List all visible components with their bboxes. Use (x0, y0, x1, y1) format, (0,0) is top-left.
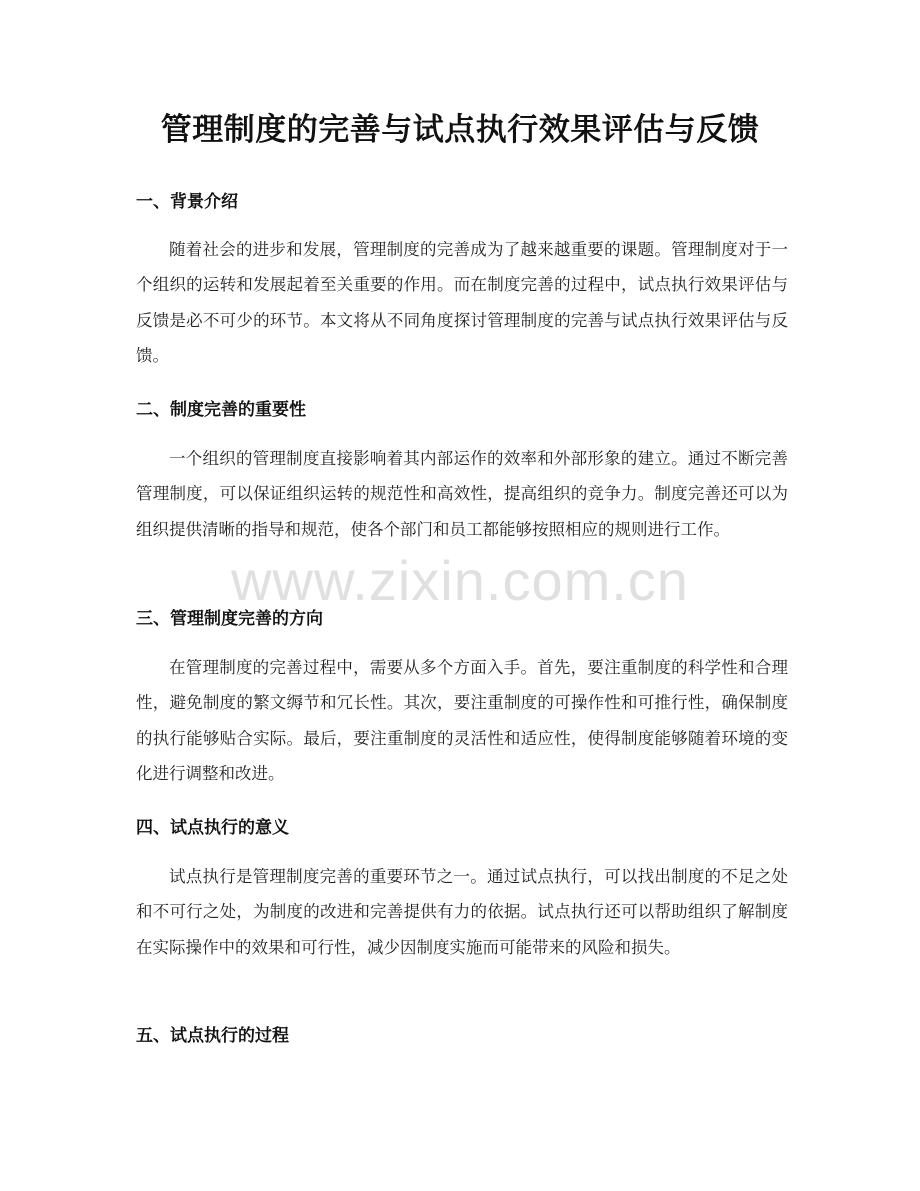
section-heading-importance: 二、制度完善的重要性 (136, 400, 306, 420)
section-heading-pilot-significance: 四、试点执行的意义 (136, 818, 289, 838)
section-heading-direction: 三、管理制度完善的方向 (136, 609, 323, 629)
section-paragraph-pilot-significance: 试点执行是管理制度完善的重要环节之一。通过试点执行，可以找出制度的不足之处和不可行之处，为制度的改进和完善提供有力的依据。试点执行还可以帮助组织了解制度在实际操作中的效果和可行性，减少因制度实施而可能带来的风险和损失。 (136, 867, 788, 957)
document-title: 管理制度的完善与试点执行效果评估与反馈 (160, 112, 760, 148)
section-paragraph-importance: 一个组织的管理制度直接影响着其内部运作的效率和外部形象的建立。通过不断完善管理制度，可以保证组织运转的规范性和高效性，提高组织的竞争力。制度完善还可以为组织提供清晰的指导和规范，使各个部门和员工都能够按照相应的规则进行工作。 (136, 449, 788, 539)
watermark-text: www.zixin.com.cn (231, 549, 689, 612)
section-paragraph-background: 随着社会的进步和发展，管理制度的完善成为了越来越重要的课题。管理制度对于一个组织的运转和发展起着至关重要的作用。而在制度完善的过程中，试点执行效果评估与反馈是必不可少的环节。本文将从不同角度探讨管理制度的完善与试点执行效果评估与反馈。 (136, 240, 788, 365)
section-paragraph-direction: 在管理制度的完善过程中，需要从多个方面入手。首先，要注重制度的科学性和合理性，避免制度的繁文缛节和冗长性。其次，要注重制度的可操作性和可推行性，确保制度的执行能够贴合实际。最后，要注重制度的灵活性和适应性，使得制度能够随着环境的变化进行调整和改进。 (136, 658, 788, 783)
section-heading-background: 一、背景介绍 (136, 192, 238, 212)
section-heading-pilot-process: 五、试点执行的过程 (136, 1026, 289, 1046)
